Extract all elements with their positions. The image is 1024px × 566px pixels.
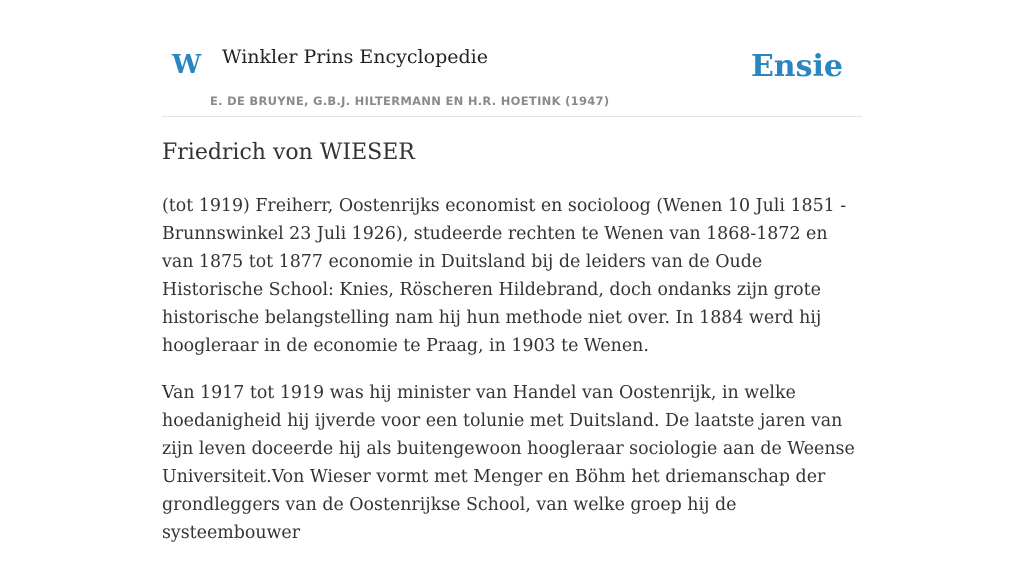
site-brand-logo[interactable]: Ensie xyxy=(750,49,843,84)
header xyxy=(162,0,862,117)
article-paragraph: Van 1917 tot 1919 was hij minister van Handel van Oostenrijk, in welke hoedanigheid hij ijverde voor een tolunie met Duitsland. De laatste jaren van zijn leven doceerde hij als buitengewoon hoogleraar sociologie aan de Weense Universiteit.Von Wieser vormt met Menger en Böhm het driemanschap der grondleggers van de Oostenrijkse School, van welke groep hij de systeembouwer xyxy=(162,383,855,543)
publication-authors: E. DE BRUYNE, G.B.J. HILTERMANN EN H.R. HOETINK (1947) xyxy=(210,94,610,108)
article-paragraph: (tot 1919) Freiherr, Oostenrijks economist en socioloog (Wenen 10 Juli 1851 - Brunnswinkel 23 Juli 1926), studeerde rechten te Wenen van 1868-1872 en van 1875 tot 1877 economie in Duitsland bij de leiders van de Oude Historische School: Knies, Röscheren Hildebrand, doch ondanks zijn grote historische belangstelling nam hij hun methode niet over. In 1884 werd hij hoogleraar in de economie te Praag, in 1903 te Wenen. xyxy=(162,196,847,356)
publication-title[interactable]: Winkler Prins Encyclopedie xyxy=(222,46,488,68)
article-body xyxy=(162,192,862,566)
publication-logo-icon[interactable]: W xyxy=(172,50,202,80)
article-title: Friedrich von WIESER xyxy=(162,140,415,165)
